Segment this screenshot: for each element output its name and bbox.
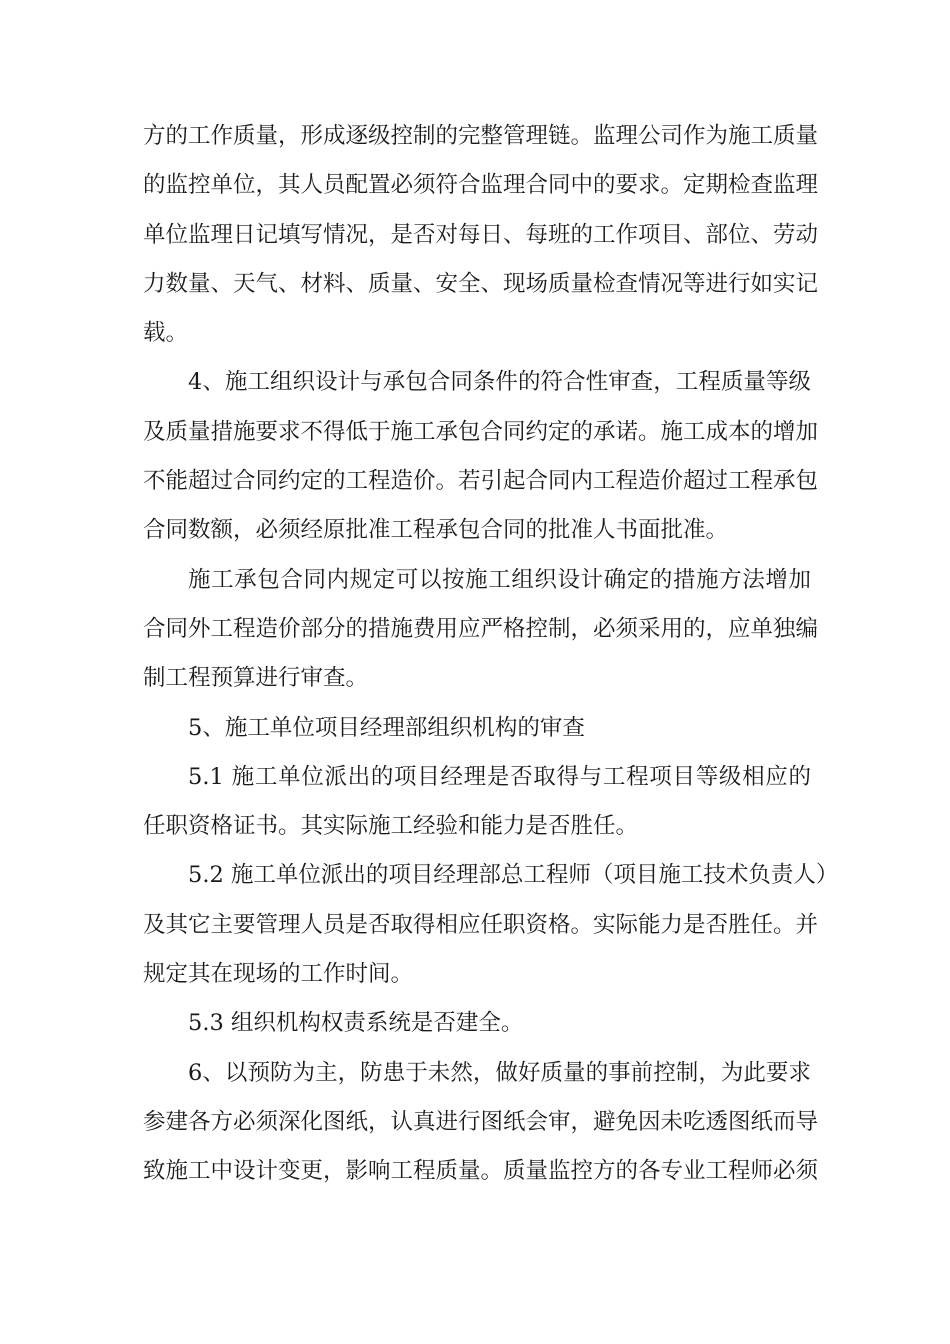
paragraph — [143, 704, 811, 753]
text-line: 及其它主要管理人员是否取得相应任职资格。实际能力是否胜任。并 — [143, 911, 819, 938]
text-line: 致施工中设计变更，影响工程质量。质量监控方的各专业工程师必须 — [143, 1158, 819, 1185]
text-line: 参建各方必须深化图纸，认真进行图纸会审，避免因未吃透图纸而导 — [143, 1108, 819, 1135]
text-line: 方的工作质量，形成逐级控制的完整管理链。监理公司作为施工质量 — [143, 123, 819, 149]
text-line: 制工程预算进行审查。 — [143, 665, 369, 692]
text-line: 力数量、天气、材料、质量、安全、现场质量检查情况等进行如实记 — [143, 270, 819, 297]
paragraph — [143, 851, 839, 999]
paragraph — [143, 358, 819, 555]
text-line: 5.2 施工单位派出的项目经理部总工程师（项目施工技术负责人） — [188, 862, 839, 889]
paragraph — [143, 999, 811, 1048]
text-line: 任职资格证书。其实际施工经验和能力是否胜任。 — [143, 813, 639, 840]
text-line: 不能超过合同约定的工程造价。若引起合同内工程造价超过工程承包 — [143, 468, 819, 495]
text-line: 5.3 组织机构权责系统是否建全。 — [188, 1010, 524, 1037]
text-line: 及质量措施要求不得低于施工承包合同约定的承诺。施工成本的增加 — [143, 418, 819, 445]
text-line: 4、施工组织设计与承包合同条件的符合性审查，工程质量等级 — [188, 369, 811, 396]
document-body — [143, 112, 839, 1197]
paragraph — [143, 556, 819, 704]
text-line: 规定其在现场的工作时间。 — [143, 961, 414, 988]
paragraph — [143, 753, 811, 852]
text-line: 单位监理日记填写情况，是否对每日、每班的工作项目、部位、劳动 — [143, 221, 819, 248]
text-line: 合同外工程造价部分的措施费用应严格控制，必须采用的，应单独编 — [143, 615, 819, 642]
text-line: 合同数额，必须经原批准工程承包合同的批准人书面批准。 — [143, 517, 729, 544]
paragraph — [143, 1049, 819, 1197]
text-line: 施工承包合同内规定可以按施工组织设计确定的措施方法增加 — [188, 566, 811, 593]
paragraph — [143, 112, 819, 358]
text-line: 载。 — [143, 320, 189, 347]
text-line: 6、以预防为主，防患于未然，做好质量的事前控制，为此要求 — [188, 1059, 811, 1086]
text-line: 5.1 施工单位派出的项目经理是否取得与工程项目等级相应的 — [188, 763, 811, 790]
text-line: 5、施工单位项目经理部组织机构的审查 — [188, 714, 585, 741]
text-line: 的监控单位，其人员配置必须符合监理合同中的要求。定期检查监理 — [143, 172, 819, 199]
